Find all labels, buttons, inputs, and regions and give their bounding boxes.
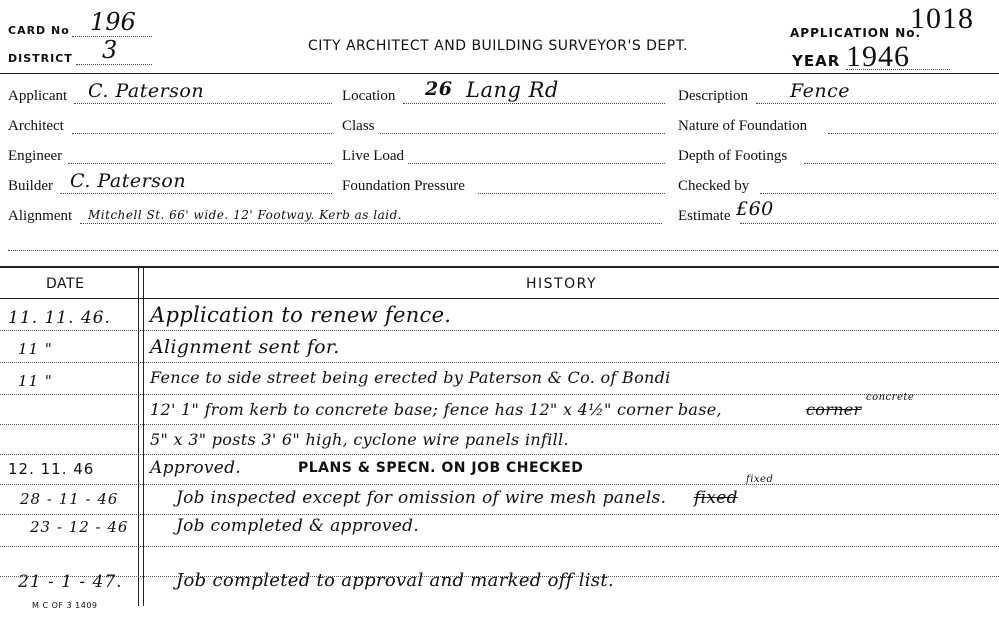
alignment-line (80, 223, 662, 224)
history-entry: Job completed & approved. (176, 516, 420, 536)
row-rule (0, 394, 999, 395)
history-column-header: HISTORY (526, 276, 597, 292)
architect-line (72, 133, 332, 134)
history-date: 11. 11. 46. (8, 308, 111, 328)
foundation-pressure-label: Foundation Pressure (342, 178, 465, 194)
district-label: DISTRICT (8, 52, 73, 65)
district-line (76, 64, 152, 65)
class-label: Class (342, 118, 375, 134)
estimate-value: £60 (736, 198, 774, 220)
description-value: Fence (790, 80, 851, 102)
history-entry: 5" x 3" posts 3' 6" high, cyclone wire panels infill. (150, 430, 569, 449)
inserted-word-fixed: fixed (746, 474, 774, 485)
row-rule (0, 362, 999, 363)
row-rule (0, 484, 999, 485)
applicant-line (74, 103, 332, 104)
history-entry: Job inspected except for omission of wire mesh panels. (176, 488, 667, 508)
class-line (380, 133, 665, 134)
header-divider (0, 73, 999, 74)
history-date: 21 - 1 - 47. (18, 572, 123, 592)
card-no-value: 196 (90, 8, 136, 36)
live-load-label: Live Load (342, 148, 405, 164)
form-code: M C OF 3 1409 (32, 601, 98, 610)
district-value: 3 (102, 36, 118, 64)
engineer-line (68, 163, 332, 164)
typed-checked-note: PLANS & SPECN. ON JOB CHECKED (298, 460, 584, 476)
history-entry: Alignment sent for. (150, 336, 340, 358)
history-date: 23 - 12 - 46 (30, 518, 129, 536)
row-rule (0, 330, 999, 331)
application-number: 1018 (910, 2, 974, 35)
date-column-rule (138, 266, 139, 606)
alignment-value: Mitchell St. 66' wide. 12' Footway. Kerb as laid. (88, 208, 403, 222)
location-number: 26 (425, 78, 453, 100)
description-label: Description (678, 88, 748, 104)
architect-label: Architect (8, 118, 64, 134)
depth-of-footings-line (804, 163, 996, 164)
history-date: 28 - 11 - 46 (20, 490, 119, 508)
card-no-label: CARD No (8, 24, 70, 37)
engineer-label: Engineer (8, 148, 63, 164)
history-entry: Application to renew fence. (150, 303, 452, 327)
alignment-label: Alignment (8, 208, 73, 224)
row-rule (0, 454, 999, 455)
applicant-label: Applicant (8, 88, 68, 104)
estimate-line (740, 223, 996, 224)
table-header-rule (0, 298, 999, 299)
depth-of-footings-label: Depth of Footings (678, 148, 788, 164)
year-value: 1946 (846, 40, 910, 73)
row-rule (0, 514, 999, 515)
history-date: 11 " (18, 340, 53, 358)
estimate-label: Estimate (678, 208, 731, 224)
location-line (403, 103, 665, 104)
extra-line (8, 250, 998, 251)
nature-of-foundation-line (828, 133, 996, 134)
department-title: CITY ARCHITECT AND BUILDING SURVEYOR'S DEPT. (308, 38, 689, 54)
builder-line (60, 193, 332, 194)
history-entry: Approved. (150, 458, 242, 478)
date-column-rule-2 (143, 266, 144, 606)
foundation-pressure-line (478, 193, 665, 194)
date-column-header: DATE (46, 276, 85, 292)
struck-word-corner: corner (806, 400, 862, 419)
description-line (756, 103, 996, 104)
builder-label: Builder (8, 178, 53, 194)
nature-of-foundation-label: Nature of Foundation (678, 118, 808, 134)
row-rule (0, 546, 999, 547)
history-entry: Fence to side street being erected by Paterson & Co. of Bondi (150, 368, 671, 387)
checked-by-line (760, 193, 996, 194)
year-label: YEAR (792, 52, 841, 70)
builder-value: C. Paterson (70, 170, 187, 192)
location-street: Lang Rd (466, 78, 559, 102)
history-entry: 12' 1" from kerb to concrete base; fence has 12" x 4½" corner base, (150, 400, 722, 419)
struck-word-fixed: fixed (694, 488, 738, 508)
history-date: 12. 11. 46 (8, 460, 95, 478)
live-load-line (408, 163, 665, 164)
history-date: 11 " (18, 372, 53, 390)
applicant-value: C. Paterson (88, 80, 205, 102)
table-top-rule (0, 266, 999, 268)
row-rule (0, 424, 999, 425)
checked-by-label: Checked by (678, 178, 750, 194)
history-entry: Job completed to approval and marked off list. (176, 570, 614, 591)
application-label: APPLICATION No. (790, 26, 922, 40)
inserted-word-concrete: concrete (866, 392, 915, 403)
location-label: Location (342, 88, 396, 104)
